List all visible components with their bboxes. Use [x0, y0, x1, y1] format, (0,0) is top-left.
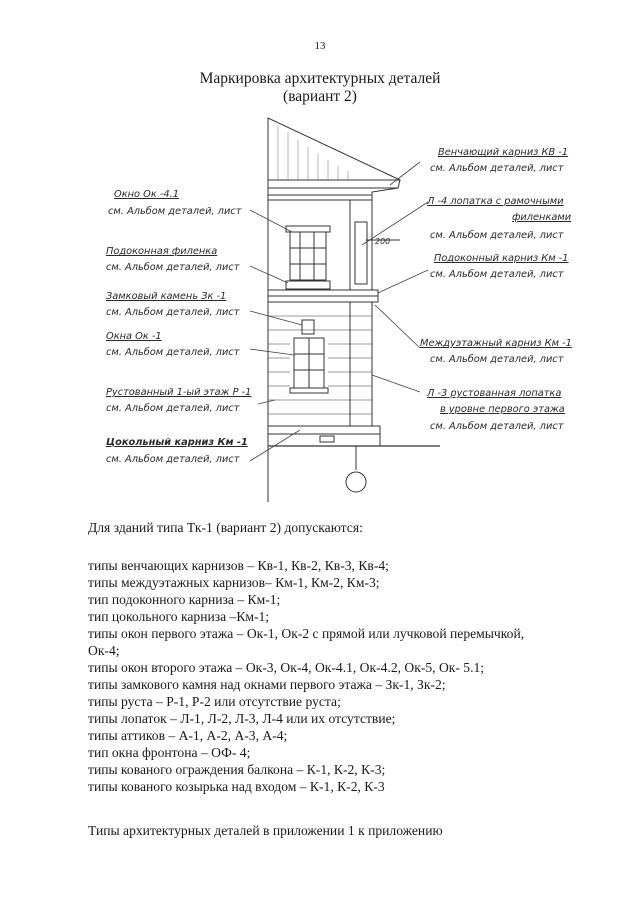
window-ok-4-1 [290, 232, 326, 280]
label-sill-cornice: Подоконный карниз Км -1 [434, 253, 569, 264]
list-item: тип цокольного карниза –Км-1; [88, 609, 270, 624]
label-crown-cornice: Венчающий карниз КВ -1 [438, 147, 569, 158]
list-item: тип подоконного карниза – Км-1; [88, 592, 281, 607]
list-item: типы кованого козырька над входом – К-1, К-2, К-3 [88, 779, 385, 794]
list-item: типы замкового камня над окнами первого этажа – Зк-1, Зк-2; [88, 677, 446, 692]
label-ref: см. Альбом деталей, лист [106, 307, 240, 318]
label-ref: см. Альбом деталей, лист [106, 454, 240, 465]
allowed-types-list [88, 557, 608, 795]
intro-paragraph: Для зданий типа Тк-1 (вариант 2) допускаются: [88, 520, 363, 535]
keystone [302, 320, 314, 334]
list-item: типы кованого ограждения балкона – К-1, К-2, К-3; [88, 762, 386, 777]
label-ref: см. Альбом деталей, лист [430, 354, 564, 365]
label-ref: см. Альбом деталей, лист [106, 262, 240, 273]
dimension-text: 200 [375, 237, 391, 246]
label-plinth-cornice: Цокольный карниз Км -1 [106, 437, 248, 448]
label-pilaster-l-3: Л -3 рустованная лопатка [427, 388, 562, 399]
footer-note: Типы архитектурных деталей в приложении 1 к приложению [88, 823, 443, 838]
list-item: типы аттиков – А-1, А-2, А-3, А-4; [88, 728, 288, 743]
crown-cornice [268, 180, 400, 200]
label-ref: см. Альбом деталей, лист [430, 230, 564, 241]
pilaster-panel [355, 222, 367, 284]
list-item: Ок-4; [88, 643, 120, 658]
list-item: типы окон первого этажа – Ок-1, Ок-2 с прямой или лучковой перемычкой, [88, 626, 525, 641]
label-keystone: Замковый камень Зк -1 [106, 291, 227, 302]
list-item: типы венчающих карнизов – Кв-1, Кв-2, Кв-3, Кв-4; [88, 558, 389, 573]
list-item: типы окон второго этажа – Ок-3, Ок-4, Ок-4.1, Ок-4.2, Ок-5, Ок- 5.1; [88, 660, 485, 675]
label-intermediate-cornice: Междуэтажный карниз Км -1 [420, 338, 572, 349]
list-item: типы междуэтажных карнизов– Км-1, Км-2, Км-3; [88, 575, 380, 590]
label-window-ok-1: Окна Ок -1 [106, 331, 162, 342]
plinth-cornice [268, 426, 380, 434]
list-item: тип окна фронтона – ОФ- 4; [88, 745, 251, 760]
upper-wall [268, 200, 372, 290]
label-ref: см. Альбом деталей, лист [108, 206, 242, 217]
page-subtitle: (вариант 2) [283, 88, 357, 105]
page-number: 13 [314, 40, 326, 52]
list-item: типы лопаток – Л-1, Л-2, Л-3, Л-4 или их отсутствие; [88, 711, 396, 726]
label-ref: см. Альбом деталей, лист [430, 421, 564, 432]
label-pilaster-l-4-cont: филенками [512, 212, 572, 223]
label-ref: см. Альбом деталей, лист [106, 347, 240, 358]
label-ref: см. Альбом деталей, лист [106, 403, 240, 414]
label-pilaster-l-4: Л -4 лопатка с рамочными [427, 196, 564, 207]
label-rusticated-floor: Рустованный 1-ый этаж Р -1 [106, 387, 252, 398]
label-sill-panel: Подоконная филенка [106, 246, 218, 257]
label-ref: см. Альбом деталей, лист [430, 269, 564, 280]
label-pilaster-l-3-cont: в уровне первого этажа [440, 404, 565, 415]
label-window-ok-4-1: Окно Ок -4.1 [114, 189, 180, 200]
list-item: типы руста – Р-1, Р-2 или отсутствие руста; [88, 694, 341, 709]
sill-panel [286, 281, 330, 289]
label-ref: см. Альбом деталей, лист [430, 163, 564, 174]
axis-marker [346, 472, 366, 492]
ground-floor [268, 302, 372, 426]
page-title: Маркировка архитектурных деталей [199, 70, 441, 87]
